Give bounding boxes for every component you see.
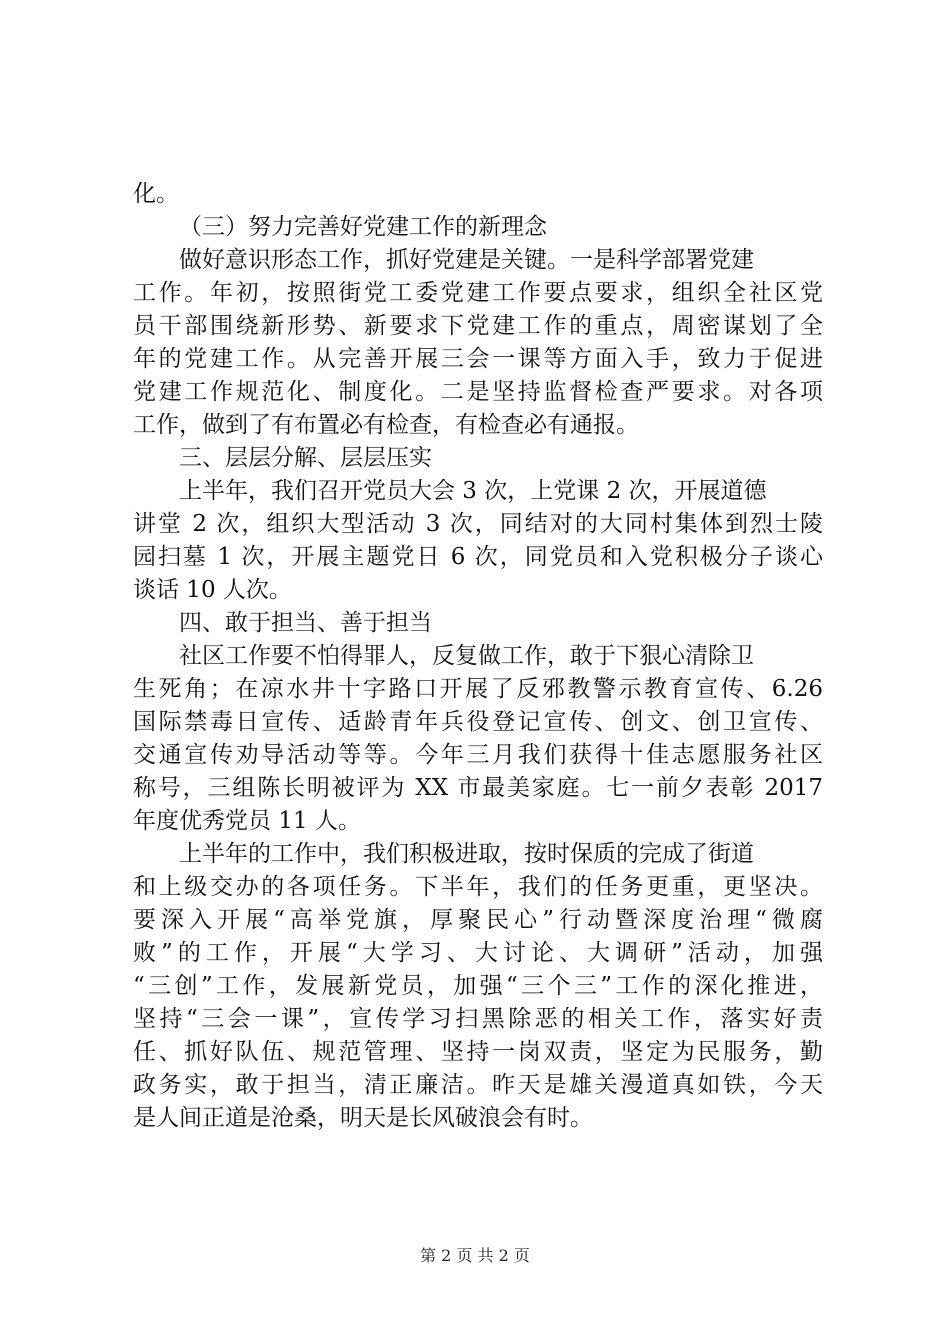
text-line: 上半年，我们召开党员大会 3 次，上党课 2 次，开展道德 xyxy=(179,478,767,504)
text-line: 园扫墓 1 次，开展主题党日 6 次，同党员和入党积极分子谈心 xyxy=(133,544,823,570)
text-line: 谈话 10 人次。 xyxy=(133,577,292,603)
text-line: 年度优秀党员 11 人。 xyxy=(133,808,361,834)
text-line: （三）努力完善好党建工作的新理念 xyxy=(179,214,547,240)
page-footer: 第 2 页 共 2 页 xyxy=(420,1246,530,1265)
text-line: 称号，三组陈长明被评为 XX 市最美家庭。七一前夕表彰 2017 xyxy=(133,775,823,801)
text-line: 交通宣传劝导活动等等。今年三月我们获得十佳志愿服务社区 xyxy=(133,742,823,768)
text-line: 年的党建工作。从完善开展三会一课等方面入手，致力于促进 xyxy=(133,346,823,372)
text-line: 败”的工作，开展“大学习、大讨论、大调研”活动，加强 xyxy=(133,940,823,966)
text-line: 做好意识形态工作，抓好党建是关键。一是科学部署党建 xyxy=(179,247,754,273)
text-line: 工作，做到了有布置必有检查，有检查必有通报。 xyxy=(133,412,639,438)
text-line: 生死角；在凉水井十字路口开展了反邪教警示教育宣传、6.26 xyxy=(133,676,823,702)
text-line: 党建工作规范化、制度化。二是坚持监督检查严要求。对各项 xyxy=(133,379,823,405)
text-line: 任、抓好队伍、规范管理、坚持一岗双责，坚定为民服务，勤 xyxy=(133,1039,823,1065)
text-line: 社区工作要不怕得罪人，反复做工作，敢于下狠心清除卫 xyxy=(179,643,754,669)
text-line: 上半年的工作中，我们积极进取，按时保质的完成了街道 xyxy=(179,841,754,867)
text-line: 化。 xyxy=(133,181,179,207)
text-line: 政务实，敢于担当，清正廉洁。昨天是雄关漫道真如铁，今天 xyxy=(133,1072,823,1098)
text-line: 工作。年初，按照街党工委党建工作要点要求，组织全社区党 xyxy=(133,280,823,306)
text-line: 国际禁毒日宣传、适龄青年兵役登记宣传、创文、创卫宣传、 xyxy=(133,709,823,735)
text-line: 三、层层分解、层层压实 xyxy=(179,445,432,471)
text-line: 四、敢于担当、善于担当 xyxy=(179,610,432,636)
text-line: 员干部围绕新形势、新要求下党建工作的重点，周密谋划了全 xyxy=(133,313,823,339)
text-line: 要深入开展“高举党旗，厚聚民心”行动暨深度治理“微腐 xyxy=(133,907,823,933)
text-line: 和上级交办的各项任务。下半年，我们的任务更重，更坚决。 xyxy=(133,874,823,900)
text-line: “三创”工作，发展新党员，加强“三个三”工作的深化推进， xyxy=(133,973,823,999)
document-body xyxy=(133,178,823,1135)
text-line: 坚持“三会一课”，宣传学习扫黑除恶的相关工作，落实好责 xyxy=(133,1006,823,1032)
text-line: 是人间正道是沧桑，明天是长风破浪会有时。 xyxy=(133,1105,593,1131)
text-line: 讲堂 2 次，组织大型活动 3 次，同结对的大同村集体到烈士陵 xyxy=(133,511,823,537)
